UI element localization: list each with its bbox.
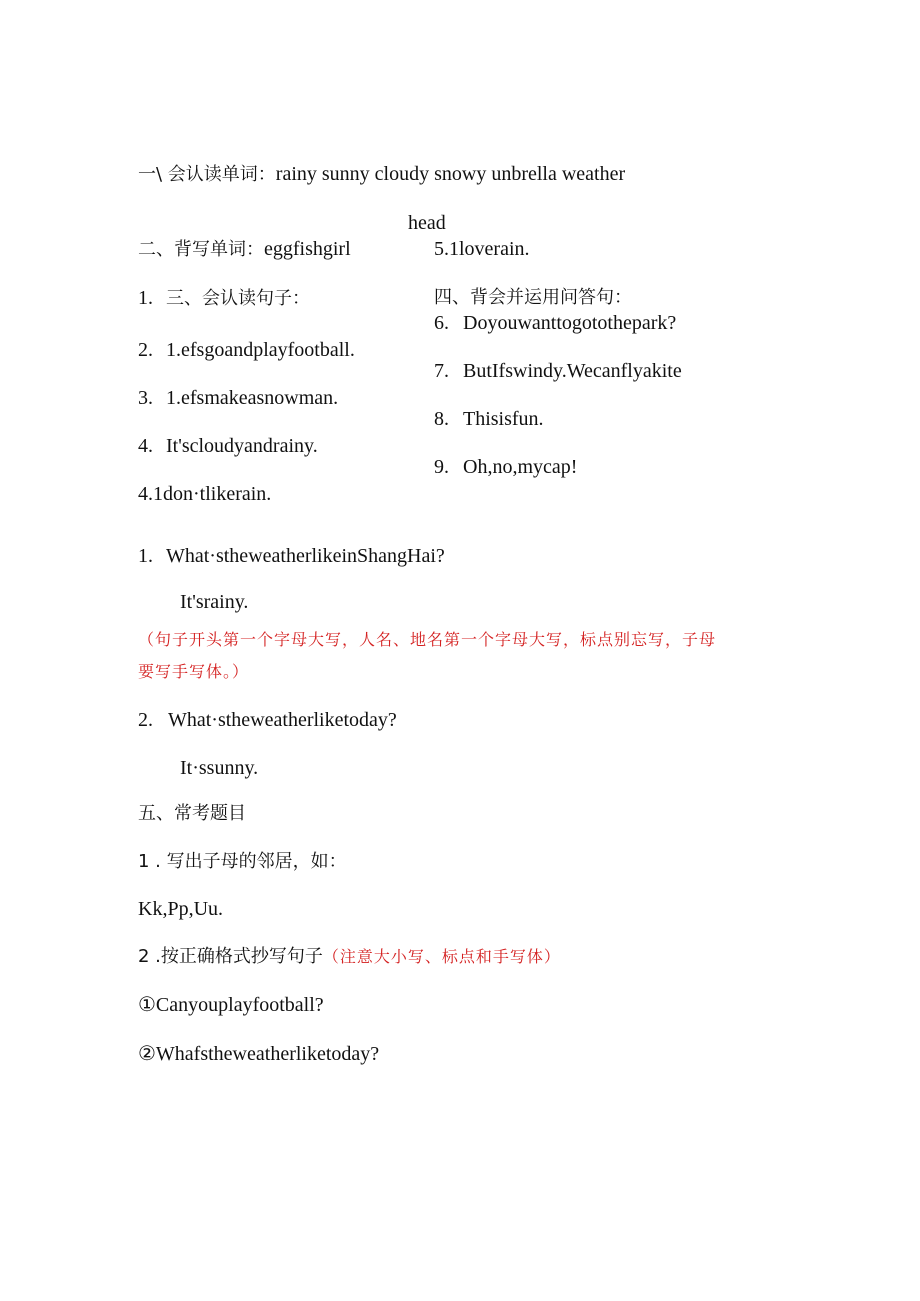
section-5-q2 — [138, 944, 561, 969]
copy-sentence-1: ①Canyouplayfootball? — [138, 994, 324, 1016]
section-1-heading — [138, 162, 625, 187]
qa-1-question-text: What·stheweatherlikeinShangHai? — [166, 545, 445, 567]
section-1-label: 一\ 会认读单词： — [138, 164, 276, 185]
right-item-5-text: Thisisfun. — [463, 408, 544, 430]
section-5-q1-example: Kk,Pp,Uu. — [138, 898, 224, 920]
right-item-3 — [434, 311, 676, 335]
qa-2-answer: It·ssunny. — [180, 757, 259, 779]
left-item-1 — [138, 286, 310, 311]
section-5-q2-text: 2 .按正确格式抄写句子 — [138, 946, 323, 967]
right-item-1 — [434, 237, 530, 261]
right-item-2 — [434, 285, 632, 310]
right-item-1-text: 5.1loverain. — [434, 238, 530, 260]
right-item-6-text: Oh,no,mycap! — [463, 456, 578, 478]
section-5-q2-note: （注意大小写、标点和手写体） — [322, 947, 561, 966]
right-item-6-num: 9. — [434, 456, 449, 478]
section-2-heading — [138, 237, 351, 262]
left-item-3 — [138, 386, 338, 410]
right-item-4-text: ButIfswindy.Wecanflyakite — [463, 360, 682, 382]
qa-1-question — [138, 544, 445, 568]
qa-1-answer: It'srainy. — [180, 591, 249, 613]
section-5-q1: 1 . 写出子母的邻居，如： — [138, 851, 347, 872]
right-item-3-text: Doyouwanttogotothepark? — [463, 312, 677, 334]
left-item-4-num: 4. — [138, 435, 153, 457]
format-note-line-2: 要写手写体。） — [138, 662, 250, 681]
qa-2-question-text: What·stheweatherliketoday? — [168, 709, 397, 731]
right-item-4-num: 7. — [434, 360, 449, 382]
left-item-5 — [138, 482, 271, 506]
right-item-6 — [434, 455, 577, 479]
left-item-1-text: 三、会认读句子： — [166, 288, 310, 309]
left-item-2-text: 1.efsgoandplayfootball. — [166, 339, 355, 361]
section-2-label: 二、背写单词： — [138, 239, 264, 260]
section-1-words: rainy sunny cloudy snowy unbrella weather — [275, 163, 626, 185]
section-5-title: 五、常考题目 — [138, 803, 246, 824]
left-item-3-num: 3. — [138, 387, 153, 409]
qa-1-num: 1. — [138, 545, 153, 567]
right-item-4 — [434, 359, 682, 383]
format-note-line-1: （句子开头第一个字母大写，人名、地名第一个字母大写，标点别忘写，子母 — [138, 630, 717, 649]
left-item-2-num: 2. — [138, 339, 153, 361]
right-item-5-num: 8. — [434, 408, 449, 430]
right-item-3-num: 6. — [434, 312, 449, 334]
right-item-5 — [434, 407, 544, 431]
left-item-2 — [138, 338, 355, 362]
left-item-3-text: 1.efsmakeasnowman. — [166, 387, 339, 409]
copy-sentence-2: ②Whafstheweatherliketoday? — [138, 1043, 380, 1065]
left-item-1-num: 1. — [138, 287, 153, 309]
left-item-5-text: 4.1don·tlikerain. — [138, 483, 272, 505]
section-2-words: eggfishgirl — [264, 238, 351, 260]
left-item-4-text: It'scloudyandrainy. — [166, 435, 318, 457]
qa-2-question — [138, 708, 397, 732]
right-item-2-text: 四、背会并运用问答句： — [434, 287, 632, 308]
section-1-continuation: head — [408, 212, 446, 234]
left-item-4 — [138, 434, 318, 458]
qa-2-num: 2. — [138, 709, 153, 731]
